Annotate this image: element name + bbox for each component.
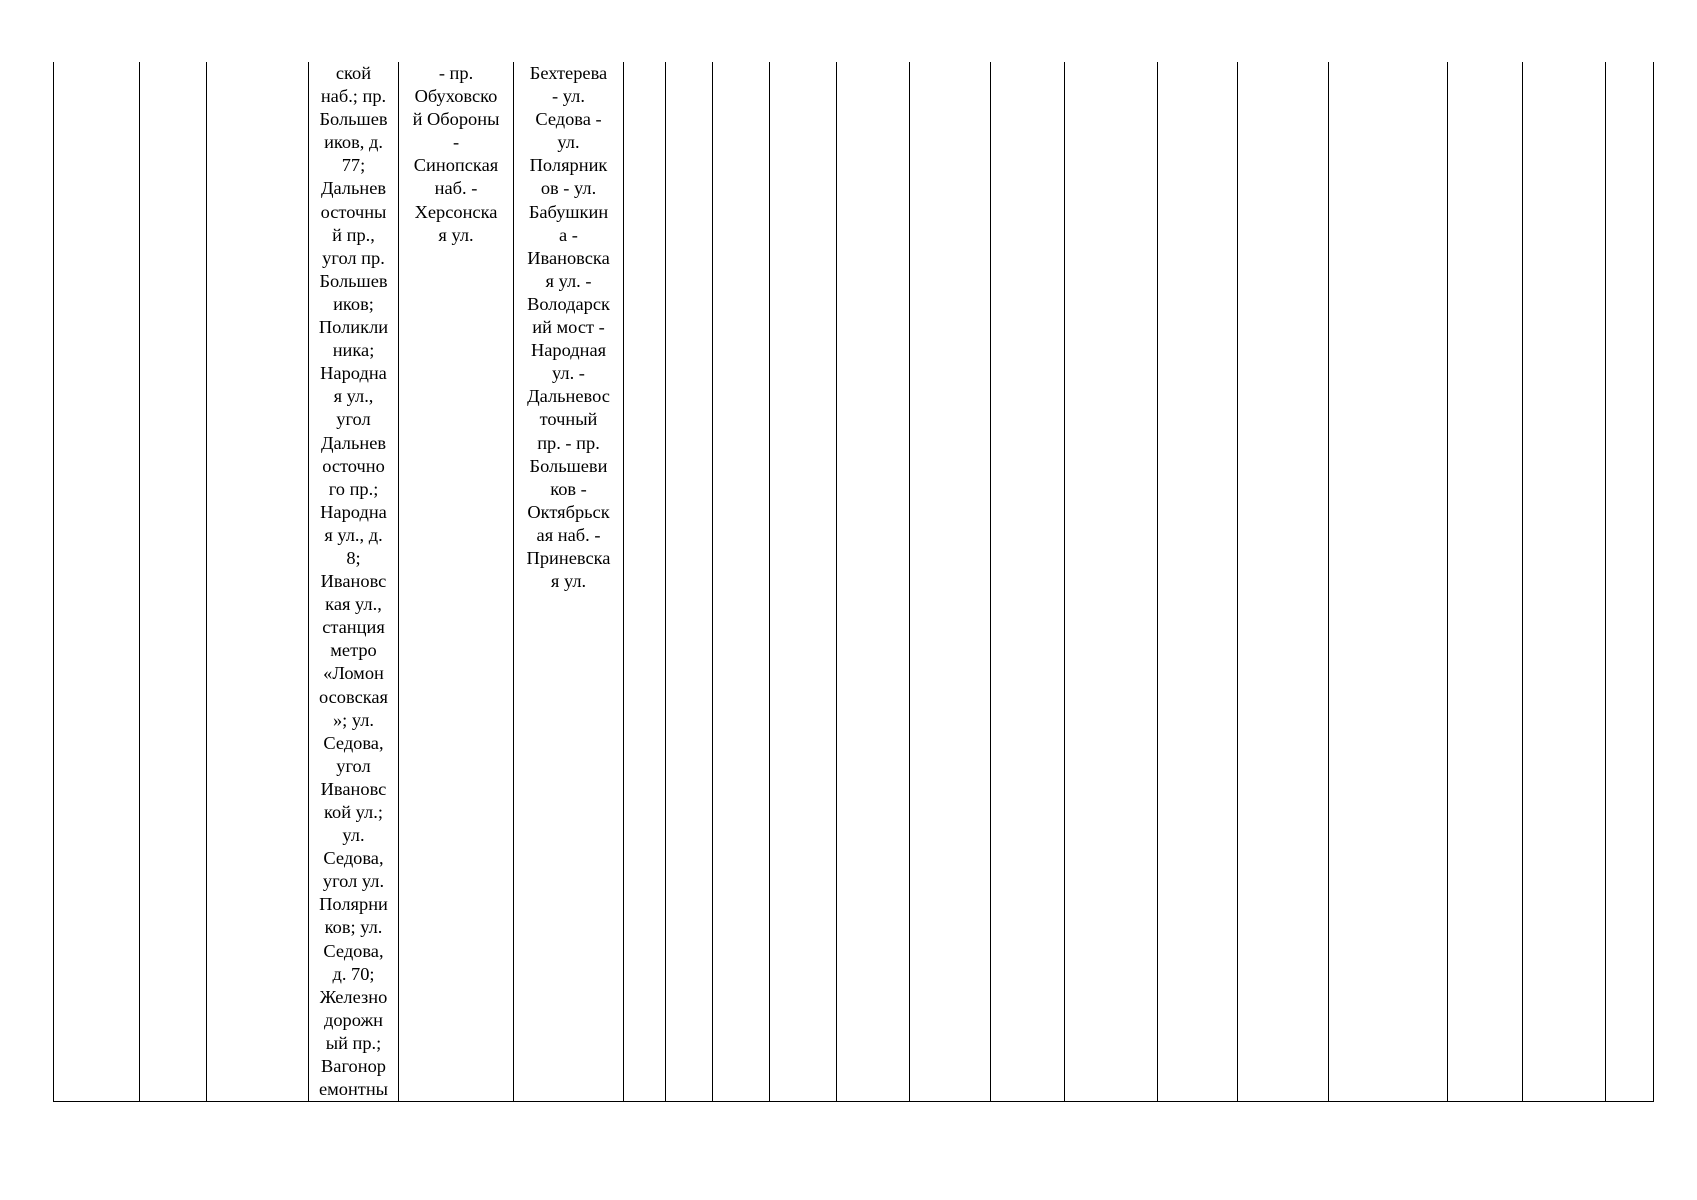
stops-text: ской наб.; пр. Большев иков, д. 77; Дальнев осточны й пр., угол пр. Большев иков; Поликли ника; Народна я ул., угол Дальнев осточно го пр.; Народна я ул., д. 8; Ивановс кая ул., станция метро «Ломон осовская »; ул. Седова, угол Ивановс кой ул.; ул. Седова, угол ул. Полярни ков; ул. Седова, д. 70; Железно дорожн ый пр.; Вагонор емонтны bbox=[318, 63, 389, 1100]
document-table-wrapper bbox=[53, 62, 1653, 1100]
table-cell-1 bbox=[54, 62, 140, 1102]
table-cell-11 bbox=[837, 62, 910, 1102]
table-cell-3 bbox=[207, 62, 309, 1102]
table-cell-12 bbox=[910, 62, 991, 1102]
table-cell-2 bbox=[140, 62, 207, 1102]
route-backward-text: Бехтерева - ул. Седова - ул. Полярник ов - ул. Бабушкин а - Ивановска я ул. - Володарск ий мост - Народная ул. - Дальневос точный пр. - пр. Большеви ков - Октябрьск ая наб. - Приневска я ул. bbox=[526, 63, 611, 592]
table-cell-18 bbox=[1448, 62, 1523, 1102]
table-cell-20 bbox=[1606, 62, 1654, 1102]
route-forward-text: - пр. Обуховско й Обороны - Синопская наб. - Херсонска я ул. bbox=[412, 63, 500, 245]
table-cell-10 bbox=[770, 62, 837, 1102]
table-cell-14 bbox=[1065, 62, 1158, 1102]
table-cell-13 bbox=[991, 62, 1065, 1102]
table-cell-19 bbox=[1523, 62, 1606, 1102]
table-cell-stops bbox=[309, 62, 399, 1102]
route-table bbox=[53, 62, 1654, 1102]
table-cell-7 bbox=[624, 62, 666, 1102]
table-cell-8 bbox=[666, 62, 713, 1102]
table-cell-16 bbox=[1238, 62, 1329, 1102]
table-cell-route-forward bbox=[399, 62, 514, 1102]
table-cell-9 bbox=[713, 62, 770, 1102]
table-cell-route-backward bbox=[514, 62, 624, 1102]
table-row bbox=[54, 62, 1654, 1102]
table-cell-17 bbox=[1329, 62, 1448, 1102]
table-cell-15 bbox=[1158, 62, 1238, 1102]
